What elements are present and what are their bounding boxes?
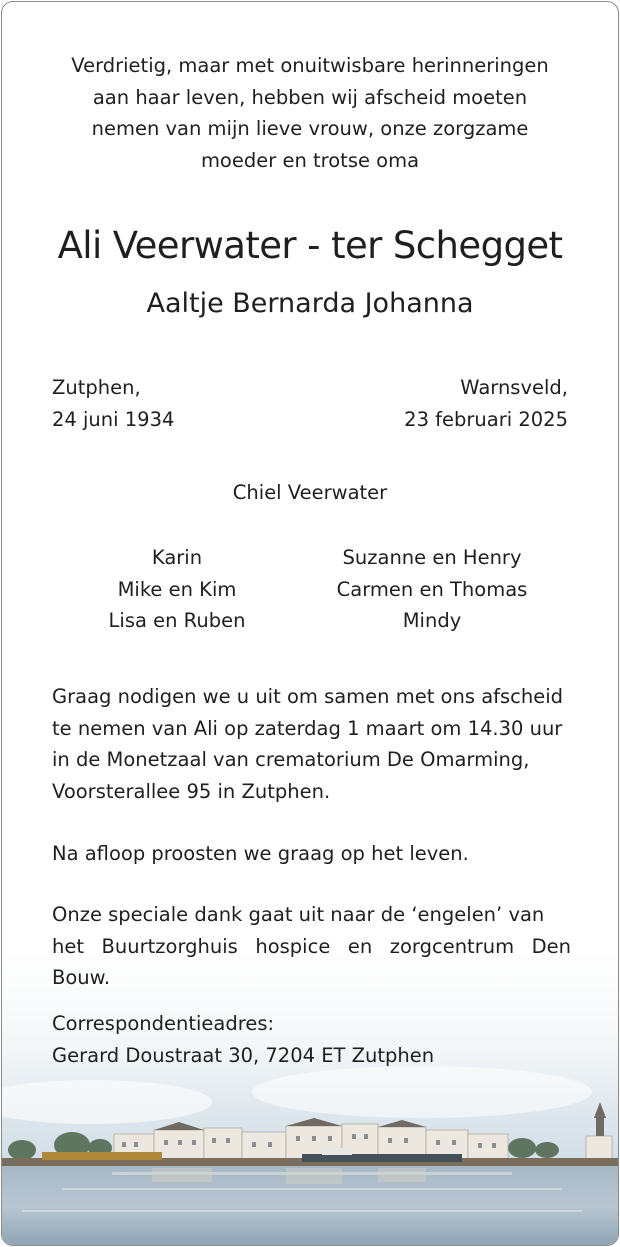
toast-paragraph: Na afloop proosten we graag op het leven. [52,842,469,865]
spouse-name: Chiel Veerwater [232,481,388,504]
thanks-line: Onze speciale dank gaat uit naar de ‘engelen’ van [52,903,545,926]
correspondence-label: Correspondentieadres: [52,1012,275,1035]
zutphen-riverside-image [2,952,618,1246]
death-place: Warnsveld, [460,376,568,399]
birth-place: Zutphen, [52,376,141,399]
opening-line: moeder en trotse oma [200,148,420,172]
invitation-paragraph [52,681,571,807]
thanks-paragraph [52,899,571,994]
invitation-line: in de Monetzaal van crematorium De Omarming, [52,748,530,771]
correspondence-block [52,1008,571,1071]
death-info [404,372,568,436]
correspondence-address: Gerard Doustraat 30, 7204 ET Zutphen [52,1043,435,1067]
family-member: Mike en Kim [117,577,237,601]
family-list-right [302,542,562,637]
death-notice-card [1,1,619,1246]
birth-date: 24 juni 1934 [52,408,175,431]
family-list-left [47,542,307,637]
family-member: Karin [151,546,203,569]
opening-line: nemen van mijn lieve vrouw, onze zorgzame [91,117,529,140]
thanks-line: het Buurtzorghuis hospice en zorgcentrum Den Bouw. [52,934,571,989]
death-date: 23 februari 2025 [404,408,568,431]
invitation-line: Graag nodigen we u uit om samen met ons afscheid [52,685,564,708]
opening-line: aan haar leven, hebben wij afscheid moeten [92,85,528,109]
opening-line: Verdrietig, maar met onuitwisbare herinneringen [71,54,549,77]
family-member: Carmen en Thomas [336,577,528,601]
invitation-line: te nemen van Ali op zaterdag 1 maart om 14.30 uur [52,716,563,740]
deceased-name: Ali Veerwater - ter Schegget [57,224,563,267]
family-member: Suzanne en Henry [342,546,522,569]
family-member: Mindy [402,609,462,632]
family-member: Lisa en Ruben [108,609,246,632]
invitation-line: Voorsterallee 95 in Zutphen. [52,779,331,803]
birth-info [52,372,174,436]
opening-text [2,50,618,176]
given-names: Aaltje Bernarda Johanna [146,288,474,319]
